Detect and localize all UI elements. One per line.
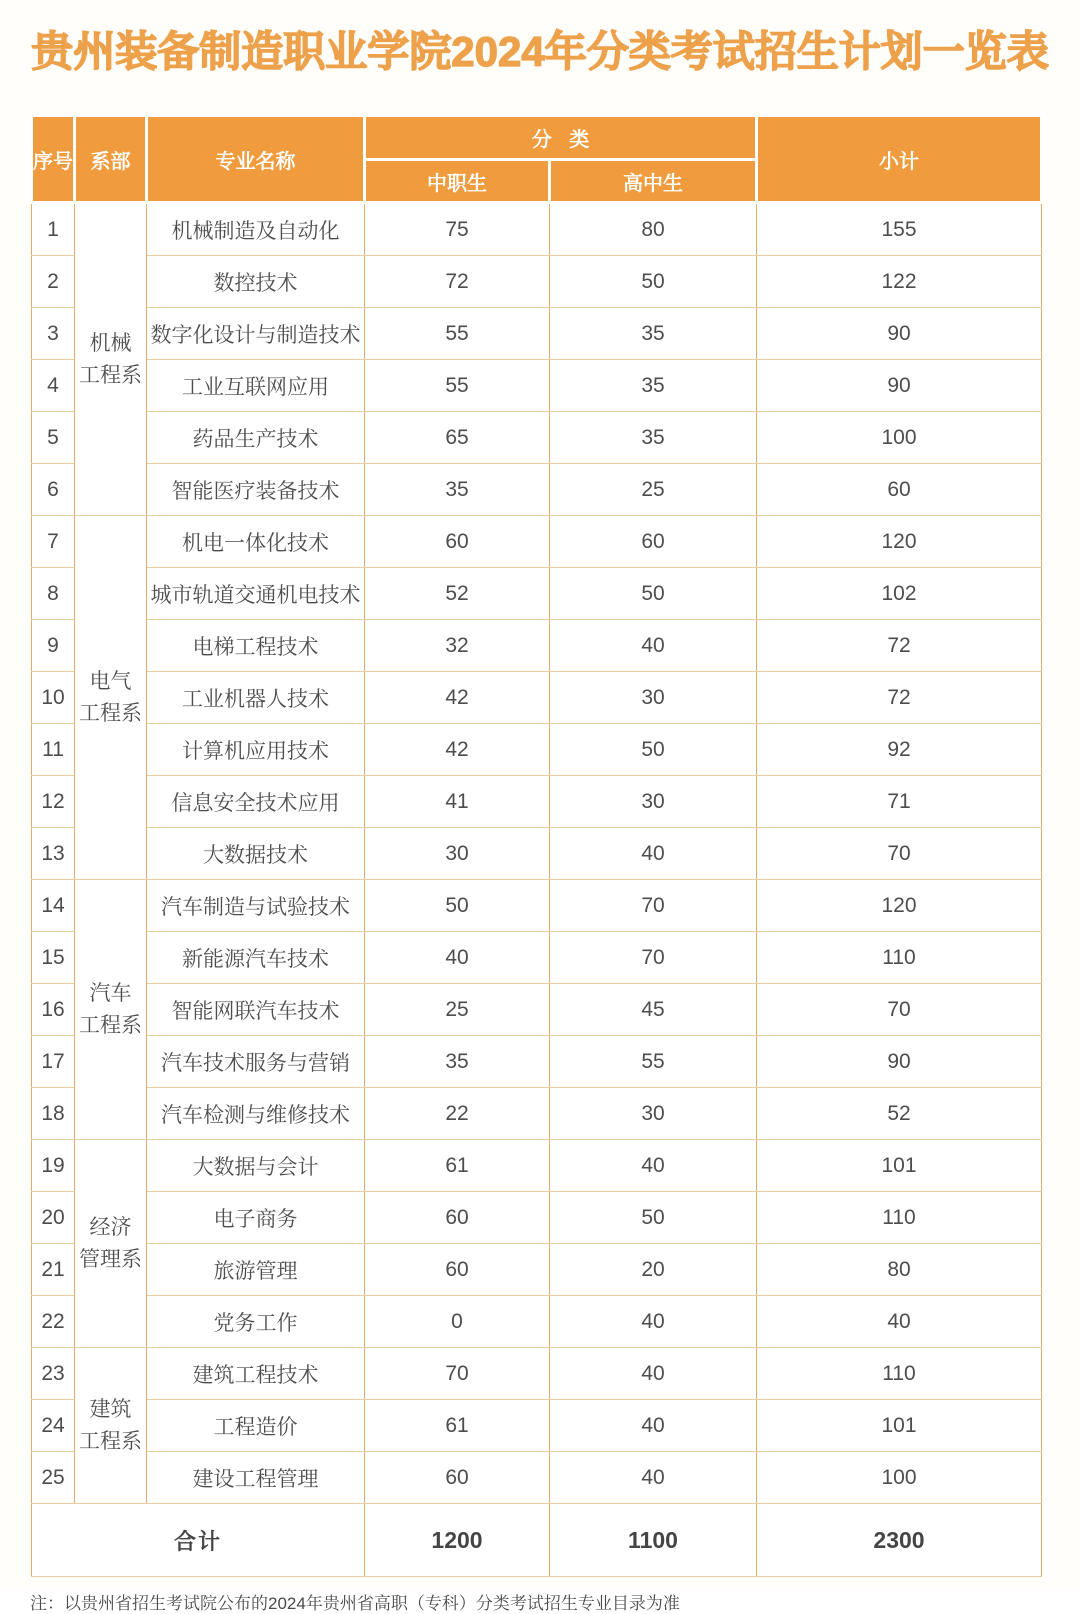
subtotal-cell: 120 <box>757 880 1042 932</box>
major-cell: 新能源汽车技术 <box>147 932 365 984</box>
highschool-cell: 50 <box>550 256 757 308</box>
subtotal-cell: 110 <box>757 1192 1042 1244</box>
row-index-cell: 5 <box>32 412 75 464</box>
highschool-cell: 50 <box>550 1192 757 1244</box>
major-cell: 电子商务 <box>147 1192 365 1244</box>
row-index-cell: 16 <box>32 984 75 1036</box>
table-row <box>32 1452 1042 1504</box>
page-title: 贵州装备制造职业学院2024年分类考试招生计划一览表 <box>31 28 1049 75</box>
subtotal-cell: 70 <box>757 984 1042 1036</box>
highschool-cell: 20 <box>550 1244 757 1296</box>
table-row <box>32 776 1042 828</box>
highschool-cell: 70 <box>550 880 757 932</box>
row-index-cell: 19 <box>32 1140 75 1192</box>
table-row <box>32 984 1042 1036</box>
row-index-cell: 20 <box>32 1192 75 1244</box>
table-row <box>32 516 1042 568</box>
row-index-cell: 23 <box>32 1348 75 1400</box>
subtotal-cell: 40 <box>757 1296 1042 1348</box>
highschool-cell: 35 <box>550 412 757 464</box>
vocational-cell: 55 <box>365 308 550 360</box>
department-line: 工程系 <box>79 1429 142 1453</box>
subtotal-cell: 71 <box>757 776 1042 828</box>
row-index-cell: 15 <box>32 932 75 984</box>
subtotal-cell: 100 <box>757 412 1042 464</box>
row-index-cell: 2 <box>32 256 75 308</box>
subtotal-cell: 120 <box>757 516 1042 568</box>
row-index-cell: 12 <box>32 776 75 828</box>
row-index-cell: 13 <box>32 828 75 880</box>
table-row <box>32 1192 1042 1244</box>
subtotal-cell: 60 <box>757 464 1042 516</box>
subtotal-cell: 92 <box>757 724 1042 776</box>
highschool-cell: 40 <box>550 1348 757 1400</box>
highschool-cell: 30 <box>550 776 757 828</box>
highschool-cell: 25 <box>550 464 757 516</box>
subtotal-cell: 90 <box>757 1036 1042 1088</box>
major-cell: 工程造价 <box>147 1400 365 1452</box>
row-index-cell: 6 <box>32 464 75 516</box>
col-header-department: 系部 <box>75 116 147 203</box>
table-row <box>32 828 1042 880</box>
highschool-cell: 80 <box>550 203 757 256</box>
subtotal-cell: 72 <box>757 672 1042 724</box>
row-index-cell: 9 <box>32 620 75 672</box>
subtotal-cell: 90 <box>757 308 1042 360</box>
highschool-cell: 40 <box>550 1452 757 1504</box>
vocational-cell: 42 <box>365 672 550 724</box>
highschool-cell: 40 <box>550 1400 757 1452</box>
major-cell: 城市轨道交通机电技术 <box>147 568 365 620</box>
row-index-cell: 10 <box>32 672 75 724</box>
subtotal-cell: 110 <box>757 1348 1042 1400</box>
table-row <box>32 1400 1042 1452</box>
row-index-cell: 14 <box>32 880 75 932</box>
major-cell: 电梯工程技术 <box>147 620 365 672</box>
major-cell: 大数据技术 <box>147 828 365 880</box>
total-subtotal-cell: 2300 <box>757 1504 1042 1577</box>
row-index-cell: 25 <box>32 1452 75 1504</box>
row-index-cell: 24 <box>32 1400 75 1452</box>
major-cell: 智能网联汽车技术 <box>147 984 365 1036</box>
vocational-cell: 41 <box>365 776 550 828</box>
table-footer <box>32 1504 1042 1577</box>
table-body <box>32 203 1042 1504</box>
table-row <box>32 620 1042 672</box>
subtotal-cell: 110 <box>757 932 1042 984</box>
highschool-cell: 50 <box>550 568 757 620</box>
vocational-cell: 60 <box>365 1452 550 1504</box>
department-line: 工程系 <box>79 1013 142 1037</box>
col-header-index: 序号 <box>32 116 75 203</box>
table-row <box>32 1348 1042 1400</box>
table-row <box>32 724 1042 776</box>
vocational-cell: 35 <box>365 1036 550 1088</box>
highschool-cell: 40 <box>550 1140 757 1192</box>
highschool-cell: 35 <box>550 360 757 412</box>
vocational-cell: 52 <box>365 568 550 620</box>
table-row <box>32 932 1042 984</box>
col-header-category: 分 类 <box>365 116 757 160</box>
row-index-cell: 8 <box>32 568 75 620</box>
department-cell <box>75 203 147 516</box>
highschool-cell: 70 <box>550 932 757 984</box>
col-header-vocational: 中职生 <box>365 160 550 203</box>
department-line: 工程系 <box>79 701 142 725</box>
vocational-cell: 40 <box>365 932 550 984</box>
highschool-cell: 60 <box>550 516 757 568</box>
table-row <box>32 672 1042 724</box>
highschool-cell: 40 <box>550 828 757 880</box>
department-line: 经济 <box>89 1216 132 1240</box>
table-row <box>32 1296 1042 1348</box>
highschool-cell: 50 <box>550 724 757 776</box>
total-vocational-cell: 1200 <box>365 1504 550 1577</box>
col-header-subtotal: 小计 <box>757 116 1042 203</box>
vocational-cell: 30 <box>365 828 550 880</box>
department-cell <box>75 1348 147 1504</box>
vocational-cell: 32 <box>365 620 550 672</box>
major-cell: 党务工作 <box>147 1296 365 1348</box>
subtotal-cell: 155 <box>757 203 1042 256</box>
row-index-cell: 11 <box>32 724 75 776</box>
vocational-cell: 22 <box>365 1088 550 1140</box>
enrollment-plan-table <box>30 114 1043 1577</box>
row-index-cell: 18 <box>32 1088 75 1140</box>
row-index-cell: 1 <box>32 203 75 256</box>
col-header-major: 专业名称 <box>147 116 365 203</box>
header-row-1 <box>32 116 1042 160</box>
department-line: 电气 <box>89 670 132 694</box>
vocational-cell: 60 <box>365 1192 550 1244</box>
subtotal-cell: 101 <box>757 1140 1042 1192</box>
table-row <box>32 1036 1042 1088</box>
table-row <box>32 1140 1042 1192</box>
table-row <box>32 1244 1042 1296</box>
department-cell <box>75 880 147 1140</box>
vocational-cell: 61 <box>365 1140 550 1192</box>
row-index-cell: 22 <box>32 1296 75 1348</box>
table-row <box>32 203 1042 256</box>
vocational-cell: 35 <box>365 464 550 516</box>
highschool-cell: 40 <box>550 620 757 672</box>
major-cell: 智能医疗装备技术 <box>147 464 365 516</box>
total-label-cell: 合计 <box>32 1504 365 1577</box>
total-row <box>32 1504 1042 1577</box>
row-index-cell: 17 <box>32 1036 75 1088</box>
subtotal-cell: 52 <box>757 1088 1042 1140</box>
vocational-cell: 70 <box>365 1348 550 1400</box>
major-cell: 数字化设计与制造技术 <box>147 308 365 360</box>
major-cell: 建筑工程技术 <box>147 1348 365 1400</box>
total-highschool-cell: 1100 <box>550 1504 757 1577</box>
major-cell: 旅游管理 <box>147 1244 365 1296</box>
major-cell: 工业互联网应用 <box>147 360 365 412</box>
subtotal-cell: 80 <box>757 1244 1042 1296</box>
vocational-cell: 60 <box>365 516 550 568</box>
subtotal-cell: 70 <box>757 828 1042 880</box>
table-row <box>32 568 1042 620</box>
major-cell: 计算机应用技术 <box>147 724 365 776</box>
major-cell: 汽车制造与试验技术 <box>147 880 365 932</box>
table-row <box>32 308 1042 360</box>
major-cell: 机械制造及自动化 <box>147 203 365 256</box>
major-cell: 工业机器人技术 <box>147 672 365 724</box>
row-index-cell: 4 <box>32 360 75 412</box>
major-cell: 机电一体化技术 <box>147 516 365 568</box>
major-cell: 汽车技术服务与营销 <box>147 1036 365 1088</box>
department-line: 管理系 <box>79 1247 142 1271</box>
department-line: 汽车 <box>89 982 132 1006</box>
vocational-cell: 42 <box>365 724 550 776</box>
vocational-cell: 72 <box>365 256 550 308</box>
table-row <box>32 880 1042 932</box>
department-cell <box>75 516 147 880</box>
department-line: 机械 <box>89 332 132 356</box>
row-index-cell: 7 <box>32 516 75 568</box>
highschool-cell: 40 <box>550 1296 757 1348</box>
major-cell: 大数据与会计 <box>147 1140 365 1192</box>
major-cell: 汽车检测与维修技术 <box>147 1088 365 1140</box>
department-cell <box>75 1140 147 1348</box>
table-row <box>32 256 1042 308</box>
highschool-cell: 30 <box>550 672 757 724</box>
vocational-cell: 55 <box>365 360 550 412</box>
highschool-cell: 55 <box>550 1036 757 1088</box>
subtotal-cell: 90 <box>757 360 1042 412</box>
table-row <box>32 360 1042 412</box>
major-cell: 数控技术 <box>147 256 365 308</box>
table-header <box>32 116 1042 203</box>
major-cell: 药品生产技术 <box>147 412 365 464</box>
col-header-highschool: 高中生 <box>550 160 757 203</box>
vocational-cell: 61 <box>365 1400 550 1452</box>
major-cell: 建设工程管理 <box>147 1452 365 1504</box>
vocational-cell: 60 <box>365 1244 550 1296</box>
highschool-cell: 35 <box>550 308 757 360</box>
vocational-cell: 65 <box>365 412 550 464</box>
department-line: 建筑 <box>89 1398 132 1422</box>
subtotal-cell: 100 <box>757 1452 1042 1504</box>
department-line: 工程系 <box>79 363 142 387</box>
table-row <box>32 412 1042 464</box>
subtotal-cell: 122 <box>757 256 1042 308</box>
major-cell: 信息安全技术应用 <box>147 776 365 828</box>
subtotal-cell: 101 <box>757 1400 1042 1452</box>
vocational-cell: 50 <box>365 880 550 932</box>
vocational-cell: 0 <box>365 1296 550 1348</box>
table-row <box>32 1088 1042 1140</box>
vocational-cell: 75 <box>365 203 550 256</box>
vocational-cell: 25 <box>365 984 550 1036</box>
table-row <box>32 464 1042 516</box>
highschool-cell: 30 <box>550 1088 757 1140</box>
footnote: 注：以贵州省招生考试院公布的2024年贵州省高职（专科）分类考试招生专业目录为准 <box>30 1594 680 1614</box>
row-index-cell: 21 <box>32 1244 75 1296</box>
highschool-cell: 45 <box>550 984 757 1036</box>
subtotal-cell: 72 <box>757 620 1042 672</box>
row-index-cell: 3 <box>32 308 75 360</box>
subtotal-cell: 102 <box>757 568 1042 620</box>
